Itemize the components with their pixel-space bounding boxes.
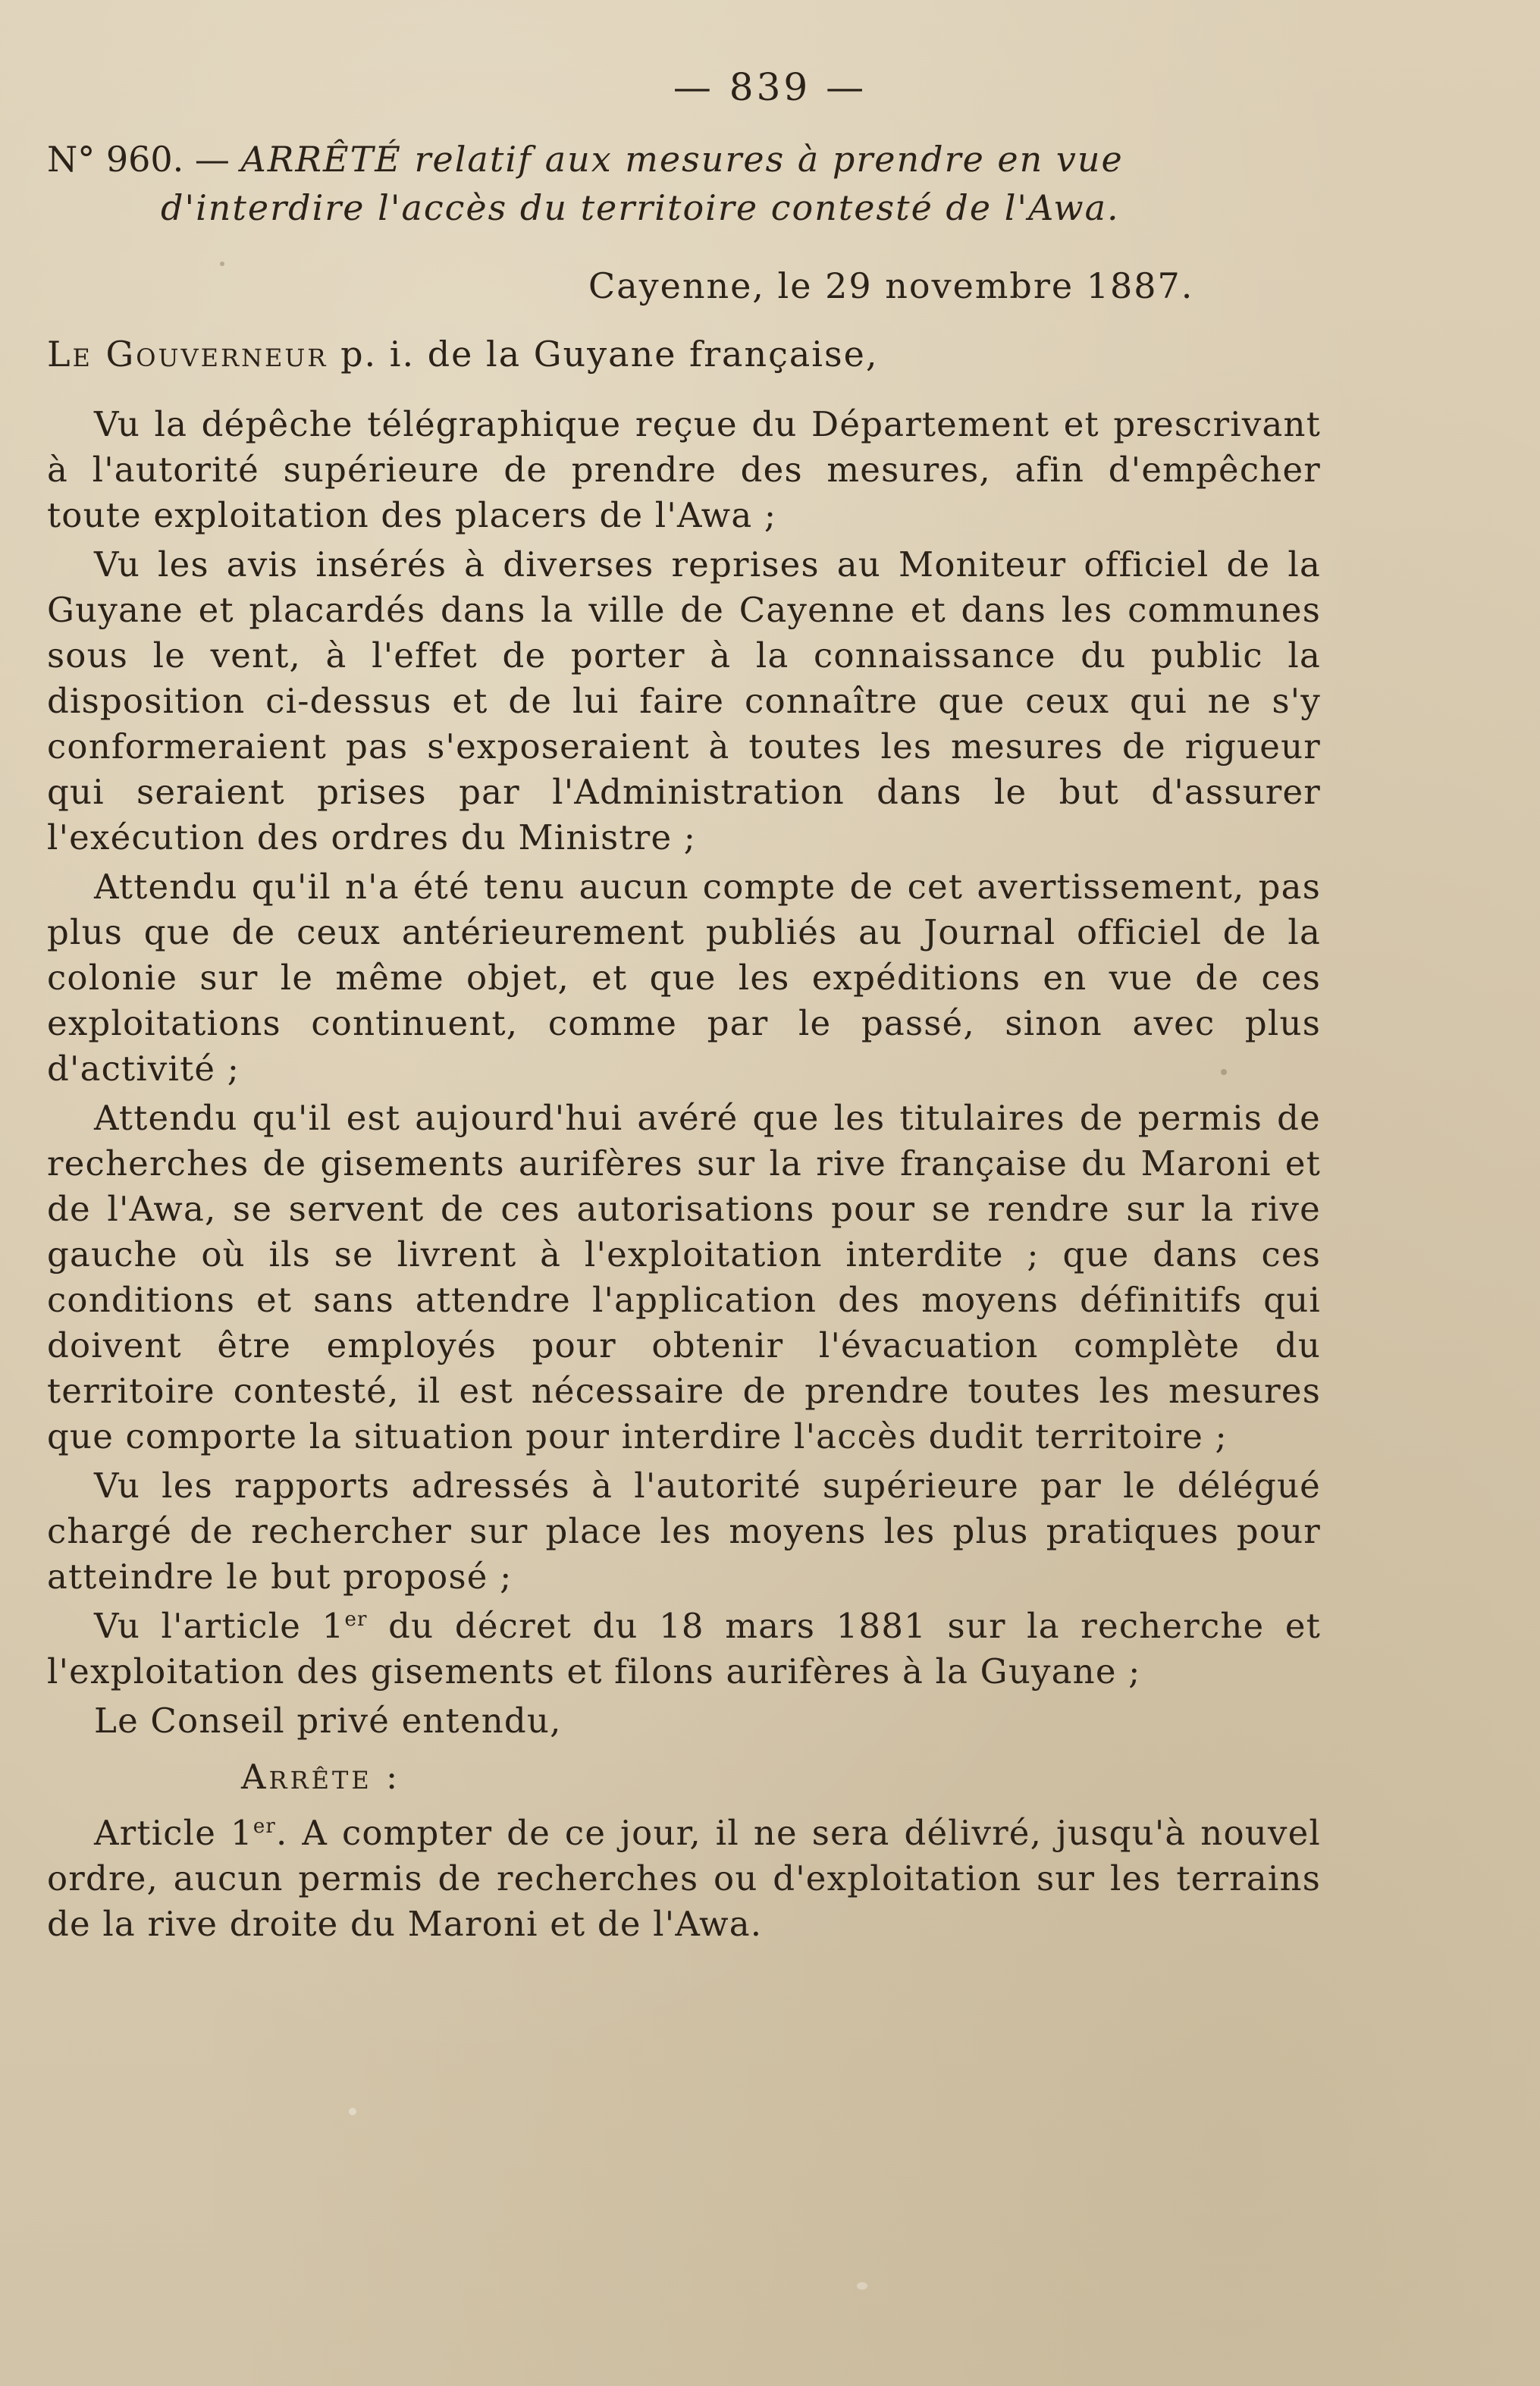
paragraph-attendu-2: Attendu qu'il est aujourd'hui avéré que les titulaires de permis de recherches de gisements aurifères sur la rive française du Maroni et de l'Awa, se servent de ces autorisations pour se rendre sur la rive gauche où ils se livrent à l'exploitation interdite ; que dans ces conditions et sans attendre l'application des moyens définitifs qui doivent être employés pour obtenir l'évacuation complète du territoire contesté, il est nécessaire de prendre toutes les mesures que comporte la situation pour interdire l'accès dudit territoire ; bbox=[47, 1098, 1321, 1456]
heading-dash: — bbox=[194, 139, 230, 180]
decree-title-line2: d'interdire l'accès du territoire contesté de l'Awa. bbox=[161, 187, 1120, 228]
paragraph-depeche: Vu la dépêche télégraphique reçue du Département et prescrivant à l'autorité supérieure de prendre des mesures, afin d'empêcher toute exploitation des placers de l'Awa ; bbox=[47, 404, 1321, 535]
authority-title: Le Gouverneur bbox=[47, 334, 328, 375]
decree-number: N° 960. bbox=[47, 139, 184, 180]
arrete-heading: Arrête : bbox=[241, 1757, 401, 1797]
article-sup: er bbox=[252, 1815, 277, 1838]
ink-speck bbox=[349, 2108, 356, 2115]
decree-heading bbox=[47, 135, 1336, 232]
paragraph-rapports: Vu les rapports adressés à l'autorité supérieure par le délégué chargé de rechercher sur place les moyens les plus pratiques pour atteindre le but proposé ; bbox=[47, 1466, 1321, 1597]
page-number: — 839 — bbox=[673, 65, 867, 109]
authority-rest: p. i. de la Guyane française, bbox=[340, 334, 879, 375]
dateline: Cayenne, le 29 novembre 1887. bbox=[588, 265, 1194, 306]
ink-speck bbox=[1221, 1069, 1227, 1075]
ink-speck bbox=[857, 2282, 867, 2290]
article-before: Article 1 bbox=[94, 1813, 253, 1853]
authority-line bbox=[47, 334, 878, 375]
p6-sup: er bbox=[344, 1608, 368, 1631]
p6-after: du décret du 18 mars 1881 sur la recherche et l'exploitation des gisements et filons aurifères à la Guyane ; bbox=[47, 1606, 1321, 1692]
decree-body bbox=[47, 402, 1321, 1951]
paragraph-article-decret bbox=[47, 1604, 1321, 1695]
decree-title-line1: ARRÊTÉ relatif aux mesures à prendre en vue bbox=[240, 139, 1124, 180]
article-after: . A compter de ce jour, il ne sera délivré, jusqu'à nouvel ordre, aucun permis de recherches ou d'exploitation sur les terrains de la rive droite du Maroni et de l'Awa. bbox=[47, 1813, 1321, 1944]
p6-before: Vu l'article 1 bbox=[94, 1606, 345, 1646]
paragraph-conseil: Le Conseil privé entendu, bbox=[94, 1701, 562, 1741]
article-1 bbox=[47, 1811, 1321, 1947]
paragraph-avis: Vu les avis insérés à diverses reprises au Moniteur officiel de la Guyane et placardés dans la ville de Cayenne et dans les communes sous le vent, à l'effet de porter à la connaissance du public la disposition ci-dessus et de lui faire connaître que ceux qui ne s'y conformeraient pas s'exposeraient à toutes les mesures de rigueur qui seraient prises par l'Administration dans le but d'assurer l'exécution des ordres du Ministre ; bbox=[47, 544, 1321, 858]
ink-speck bbox=[220, 262, 224, 266]
paragraph-attendu-1: Attendu qu'il n'a été tenu aucun compte de cet avertissement, pas plus que de ceux antérieurement publiés au Journal officiel de la colonie sur le même objet, et que les expéditions en vue de ces exploitations continuent, comme par le passé, sinon avec plus d'activité ; bbox=[47, 867, 1321, 1089]
